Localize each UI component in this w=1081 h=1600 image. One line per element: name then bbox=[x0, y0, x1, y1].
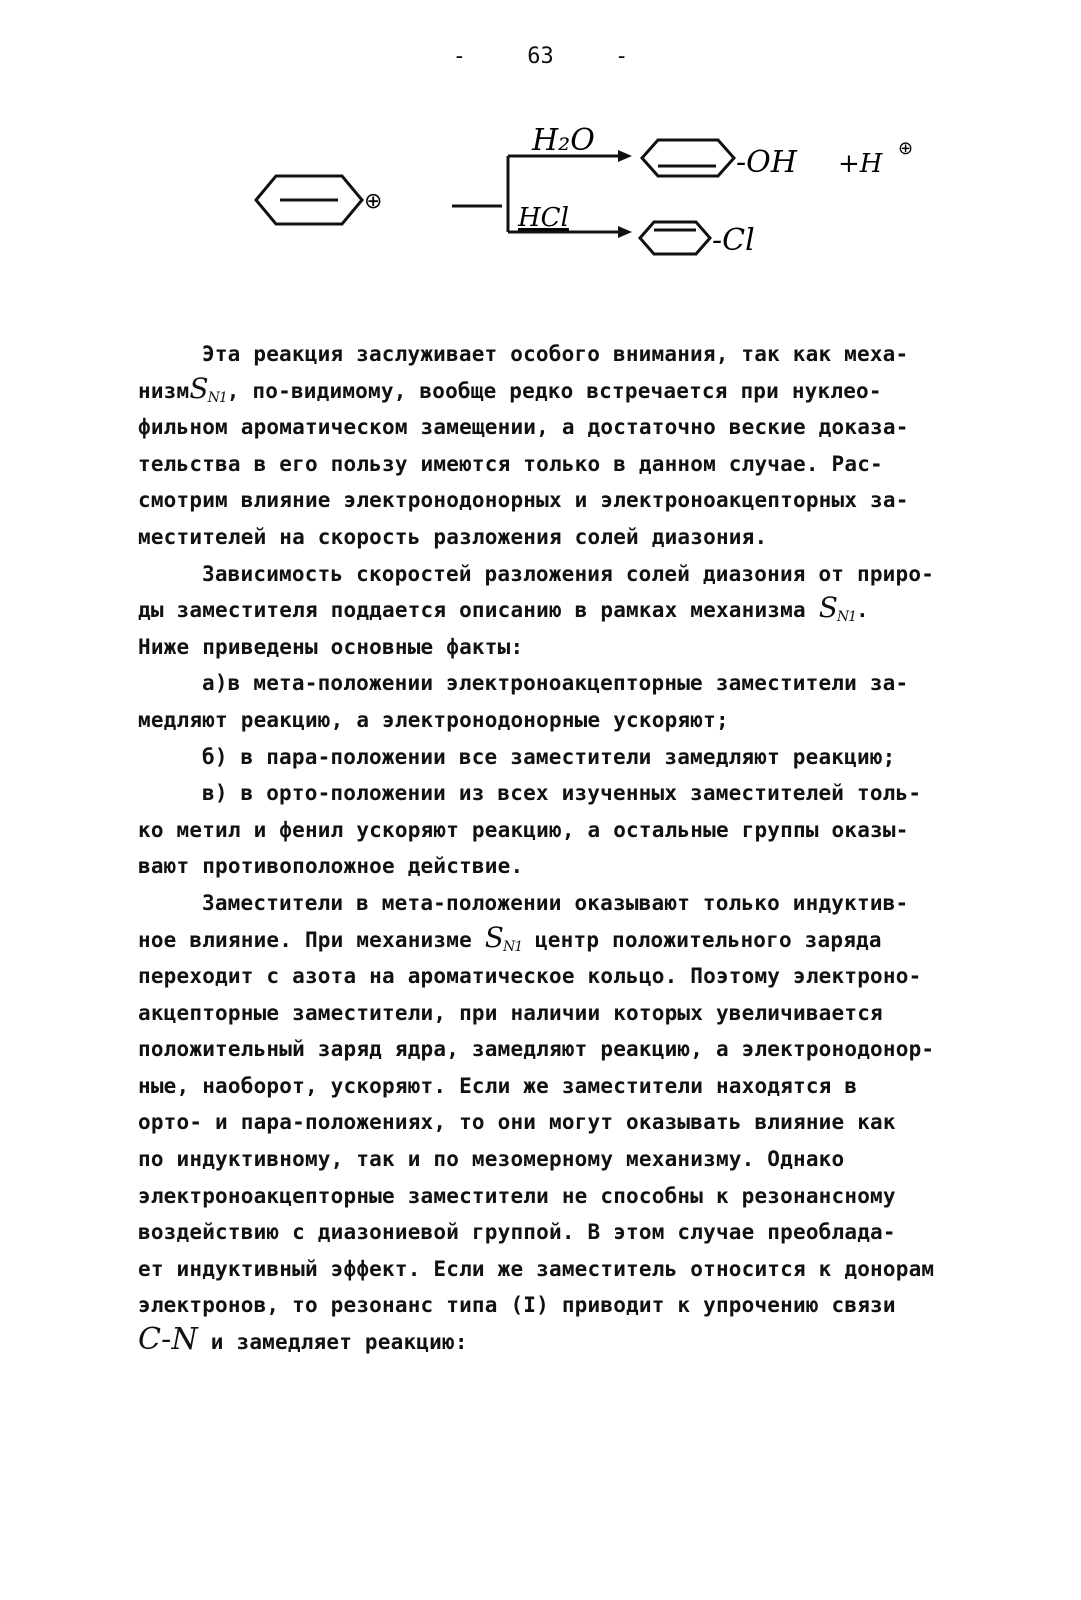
text-line: переходит с азота на ароматическое кольцо. Поэтому электроно- bbox=[138, 964, 922, 989]
chlorobenzene-ring bbox=[640, 222, 710, 254]
text-line: воздействию с диазониевой группой. В этом случае преоблада- bbox=[138, 1220, 896, 1245]
sn1-subscript: N1 bbox=[836, 609, 857, 626]
text-line: б) в пара-положении все заместители замедляют реакцию; bbox=[202, 744, 896, 769]
text-line: тельства в его пользу имеются только в данном случае. Рас- bbox=[138, 451, 883, 476]
text-line: электронов, то резонанс типа (I) приводит к упрочению связи bbox=[138, 1293, 896, 1318]
page-dash-left: - bbox=[452, 44, 466, 69]
product-hydroxyl: -OH bbox=[736, 145, 797, 180]
sn1-symbol bbox=[189, 372, 226, 405]
text-line: смотрим влияние электронодонорных и электроноакцепторных за- bbox=[138, 488, 909, 513]
text-line: электроноакцепторные заместители не способны к резонансному bbox=[138, 1183, 896, 1208]
benzene-ring-icon bbox=[642, 140, 734, 176]
paragraph-2 bbox=[138, 556, 1038, 666]
benzene-ring-icon bbox=[640, 222, 710, 254]
text-line: в) в орто-положении из всех изученных заместителей толь- bbox=[202, 781, 922, 806]
page-dash-right: - bbox=[615, 44, 629, 69]
text-line: ное влияние. При механизме bbox=[138, 927, 472, 952]
sn1-symbol bbox=[819, 591, 856, 624]
reagent-water: H₂O bbox=[532, 123, 595, 158]
cation-charge: ⊕ bbox=[364, 189, 383, 214]
text-line: медляют реакцию, а электронодонорные ускоряют; bbox=[138, 707, 729, 732]
text-line: ные, наоборот, ускоряют. Если же заместители находятся в bbox=[138, 1073, 858, 1098]
page-number: 63 bbox=[527, 44, 554, 69]
page-header bbox=[0, 44, 1081, 69]
text-line: вают противоположное действие. bbox=[138, 854, 524, 879]
reaction-scheme bbox=[250, 118, 950, 278]
reagent-hcl: HCl bbox=[518, 203, 569, 233]
product-chloride: -Cl bbox=[712, 223, 755, 258]
text-line: Эта реакция заслуживает особого внимания, так как меха- bbox=[202, 342, 909, 366]
sn1-letter: S bbox=[484, 920, 503, 954]
text-line: местителей на скорость разложения солей диазония. bbox=[138, 524, 768, 549]
text-line: положительный заряд ядра, замедляют реакцию, а электронодонор- bbox=[138, 1037, 935, 1062]
product-proton: +H bbox=[838, 149, 883, 179]
text-line: . bbox=[856, 598, 869, 623]
text-line: фильном ароматическом замещении, а достаточно веские доказа- bbox=[138, 415, 909, 440]
text-line: по индуктивному, так и по мезомерному механизму. Однако bbox=[138, 1147, 845, 1172]
fact-b bbox=[138, 739, 1038, 776]
sn1-letter: S bbox=[189, 371, 208, 405]
sn1-letter: S bbox=[818, 591, 837, 625]
text-line: и замедляет реакцию: bbox=[210, 1330, 468, 1355]
cn-bond-symbol: C-N bbox=[138, 1322, 198, 1358]
phenol-ring bbox=[642, 140, 734, 176]
text-line: ды заместителя поддается описанию в рамках механизма bbox=[138, 598, 806, 623]
sn1-subscript: N1 bbox=[207, 389, 227, 406]
text-line: , по-видимому, вообще редко встречается при нуклео- bbox=[226, 378, 882, 403]
main-text bbox=[138, 336, 1038, 1361]
arrow-bottom-icon bbox=[618, 226, 632, 238]
text-line: акцепторные заместители, при наличии которых увеличивается bbox=[138, 1000, 883, 1025]
text-line: а)в мета-положении электроноакцепторные заместители за- bbox=[202, 671, 909, 696]
sn1-subscript: N1 bbox=[502, 938, 523, 955]
paragraph-3 bbox=[138, 885, 1038, 1361]
text-line: Зависимость скоростей разложения солей диазония от приро- bbox=[202, 561, 935, 586]
proton-charge: ⊕ bbox=[898, 138, 914, 159]
sn1-symbol bbox=[485, 921, 522, 954]
text-line: ко метил и фенил ускоряют реакцию, а остальные группы оказы- bbox=[138, 817, 909, 842]
text-line: ет индуктивный эффект. Если же заместитель относится к донорам bbox=[138, 1256, 935, 1281]
text-line: центр положительного заряда bbox=[534, 927, 882, 952]
text-line: Ниже приведены основные факты: bbox=[138, 634, 524, 659]
text-line: орто- и пара-положениях, то они могут оказывать влияние как bbox=[138, 1110, 896, 1135]
arrow-top-icon bbox=[618, 150, 632, 162]
text-line: низм bbox=[138, 378, 190, 403]
phenyl-cation bbox=[256, 176, 362, 224]
paragraph-1 bbox=[138, 336, 1038, 556]
text-line: Заместители в мета-положении оказывают только индуктив- bbox=[202, 890, 909, 915]
fact-a bbox=[138, 665, 1038, 738]
fact-c bbox=[138, 775, 1038, 885]
